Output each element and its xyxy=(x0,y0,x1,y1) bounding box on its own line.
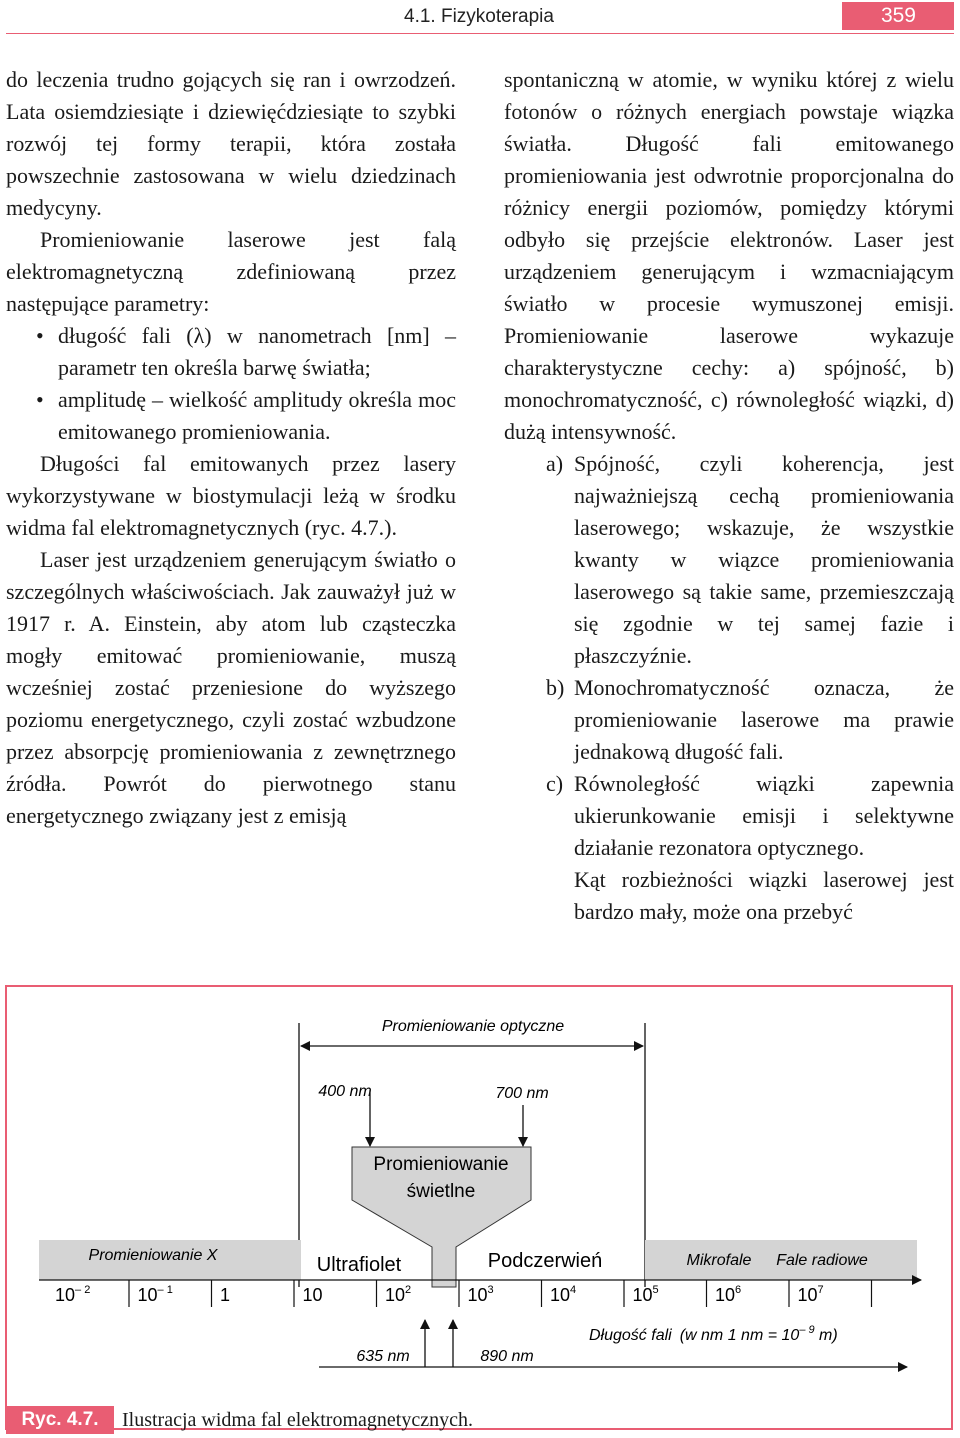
right-paragraph-1: spontaniczną w atomie, w wyniku której z wielu fotonów o różnych energiach powstaje wiązka światła. Długość fali emitowanego promieniowania jest odwrotnie proporcjonalna do różnicy energii poziomów, pomiędzy którymi odbyło się przejście elektronów. Laser jest urządzeniem generującym i wzmacniającym światło w procesie wymuszonej emisji. Promieniowanie laserowe wykazuje charakterystyczne cechy: a) spójność, b) monochromatyczność, c) równoległość wiązki, d) dużą intensywność. xyxy=(504,67,954,444)
visible-label-line1: Promieniowanie xyxy=(373,1154,509,1175)
xray-label: Promieniowanie X xyxy=(88,1247,218,1264)
header-rule xyxy=(6,33,954,34)
nm635-label: 635 nm xyxy=(356,1348,410,1365)
tick-label: $10^7$ xyxy=(797,1284,824,1305)
tick-label: $10^4$ xyxy=(550,1284,577,1305)
ir-label: Podczerwień xyxy=(487,1250,603,1272)
list-label: a) xyxy=(546,451,564,476)
list-label: c) xyxy=(546,771,564,796)
page-header xyxy=(0,0,960,34)
nm890-label: 890 nm xyxy=(480,1348,534,1365)
tick-label: $10^2$ xyxy=(385,1284,412,1305)
left-column xyxy=(6,64,456,832)
spectrum-diagram xyxy=(7,987,951,1428)
list-item: b) Monochromatyczność oznacza, że promieniowanie laserowe ma prawie jednakową długość fali. xyxy=(504,672,954,768)
list-label: b) xyxy=(546,675,565,700)
left-paragraph-1: do leczenia trudno gojących się ran i owrzodzeń. Lata osiemdziesiąte i dziewięćdziesiąte to szybki rozwój tej formy terapii, która została powszechnie zastosowana w wielu dziedzinach medycyny. xyxy=(6,67,456,220)
list-item: • amplitudę – wielkość amplitudy określa moc emitowanego promieniowania. xyxy=(6,384,456,448)
right-column xyxy=(504,64,954,928)
tick-label: $10^5$ xyxy=(632,1284,659,1305)
right-paragraph-last: Kąt rozbieżności wiązki laserowej jest bardzo mały, może ona przebyć xyxy=(574,867,954,924)
tick-label: 1 xyxy=(220,1285,231,1305)
page-number: 359 xyxy=(842,2,954,30)
axis-ticks xyxy=(55,1280,872,1307)
parameter-list xyxy=(6,320,456,448)
list-item: a) Spójność, czyli koherencja, jest najważniejszą cechą promieniowania laserowego; wskazuje, że wszystkie kwanty w wiązce promieniowania laserowego są takie same, przemieszczają się zgodnie w tej samej fazie i płaszczyźnie. xyxy=(504,448,954,672)
nm400-label: 400 nm xyxy=(318,1083,372,1100)
spectrum-figure xyxy=(5,985,953,1430)
tick-label: $10^{- 1}$ xyxy=(137,1284,173,1305)
microwave-label: Mikrofale xyxy=(686,1252,752,1269)
left-paragraph-4: Laser jest urządzeniem generującym światło o szczególnych właściwościach. Jak zauważył już w 1917 r. A. Einstein, aby atom lub cząsteczka mogły emitować promieniowanie, muszą wcześniej zostać przeniesione do wyższego poziomu energetycznego, czyli zostać wzbudzone przez absorpcję promieniowania z zewnętrznego źródła. Powrót do pierwotnego stanu energetycznego związany jest z emisją xyxy=(6,547,456,828)
uv-label: Ultrafiolet xyxy=(316,1254,402,1276)
list-item: c) Równoległość wiązki zapewnia ukierunkowanie emisji i selektywne działanie rezonatora optycznego. Kąt rozbieżności wiązki laserowej jest bardzo mały, może ona przebyć xyxy=(504,768,954,928)
list-item: • długość fali (λ) w nanometrach [nm] – parametr ten określa barwę światła; xyxy=(6,320,456,384)
bullet-icon: • xyxy=(36,323,44,348)
nm700-label: 700 nm xyxy=(495,1085,549,1102)
section-title: 4.1. Fizykoterapia xyxy=(404,6,554,27)
bullet-icon: • xyxy=(36,387,44,412)
left-paragraph-3: Długości fal emitowanych przez lasery wykorzystywane w biostymulacji leżą w środku widma fal elektromagnetycznych (ryc. 4.7.). xyxy=(6,451,456,540)
left-paragraph-2: Promieniowanie laserowe jest falą elektromagnetyczną zdefiniowaną przez następujące parametry: xyxy=(6,227,456,316)
wavelength-label: Długość fali (w nm 1 nm = $10^{- 9}$ m) xyxy=(589,1324,838,1344)
radio-label: Fale radiowe xyxy=(776,1252,868,1269)
tick-label: $10^3$ xyxy=(467,1284,494,1305)
tick-label: $10^{- 2}$ xyxy=(55,1284,91,1305)
tick-label: $10^6$ xyxy=(715,1284,742,1305)
optical-label: Promieniowanie optyczne xyxy=(381,1018,565,1035)
tick-label: 10 xyxy=(302,1285,323,1305)
visible-label-line2: świetlne xyxy=(406,1181,476,1202)
caption-label: Ryc. 4.7. xyxy=(6,1406,114,1434)
caption-text: Ilustracja widma fal elektromagnetycznych. xyxy=(122,1409,473,1431)
